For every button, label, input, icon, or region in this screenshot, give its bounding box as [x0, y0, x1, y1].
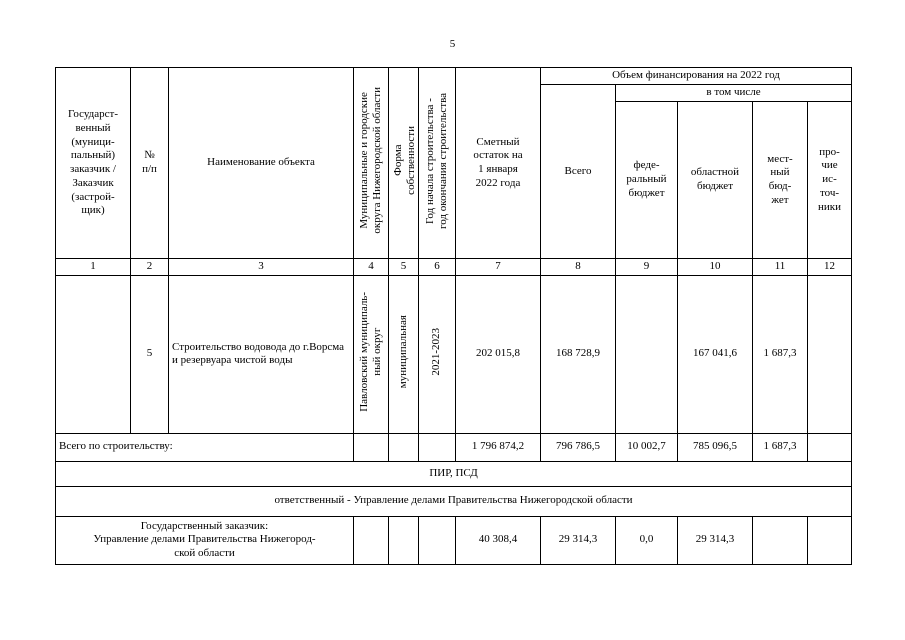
object-total: 168 728,9 [541, 275, 616, 433]
financing-table [55, 67, 852, 565]
total-label: Всего по строительству: [56, 433, 354, 461]
page-number: 5 [449, 38, 456, 50]
header-other: про- чие ис- точ- ники [808, 102, 852, 259]
object-federal [616, 275, 678, 433]
object-row [56, 275, 852, 433]
customer-estimate: 40 308,4 [456, 516, 541, 564]
header-including: в том числе [616, 85, 852, 102]
total-row [56, 433, 852, 461]
responsible-row: ответственный - Управление делами Правительства Нижегородской области [56, 486, 852, 516]
header-years: Год начала строительства - год окончания строительства [419, 68, 456, 259]
object-local: 1 687,3 [753, 275, 808, 433]
column-number: 3 [169, 259, 354, 276]
column-number: 6 [419, 259, 456, 276]
header-municipality: Муниципальные и городские округа Нижегородской области [354, 68, 389, 259]
customer-label: Государственный заказчик: Управление делами Правительства Нижегород- ской области [56, 516, 354, 564]
customer-row [56, 516, 852, 564]
object-other [808, 275, 852, 433]
column-number: 9 [616, 259, 678, 276]
object-name: Строительство водовода до г.Ворсма и резервуара чистой воды [169, 275, 354, 433]
header-estimate: Сметный остаток на 1 января 2022 года [456, 68, 541, 259]
customer-regional: 29 314,3 [678, 516, 753, 564]
header-local: мест- ный бюд- жет [753, 102, 808, 259]
column-number: 1 [56, 259, 131, 276]
header-federal: феде- ральный бюджет [616, 102, 678, 259]
object-years: 2021-2023 [419, 275, 456, 433]
object-customer [56, 275, 131, 433]
header-object-name: Наименование объекта [169, 68, 354, 259]
object-no: 5 [131, 275, 169, 433]
header-ownership: Форма собственности [389, 68, 419, 259]
header-regional: областной бюджет [678, 102, 753, 259]
column-numbers-row [56, 259, 852, 276]
customer-federal: 0,0 [616, 516, 678, 564]
object-ownership: муниципальная [389, 275, 419, 433]
column-number: 10 [678, 259, 753, 276]
total-regional: 785 096,5 [678, 433, 753, 461]
column-number: 4 [354, 259, 389, 276]
object-municipality: Павловский муниципаль- ный округ [354, 275, 389, 433]
header-customer: Государст- венный (муници- пальный) заказчик / Заказчик (застрой- щик) [56, 68, 131, 259]
total-total: 796 786,5 [541, 433, 616, 461]
column-number: 8 [541, 259, 616, 276]
column-number: 12 [808, 259, 852, 276]
section-title: ПИР, ПСД [56, 461, 852, 486]
header-row-no: № п/п [131, 68, 169, 259]
column-number: 11 [753, 259, 808, 276]
header-financing-group: Объем финансирования на 2022 год [541, 68, 852, 85]
customer-local [753, 516, 808, 564]
column-number: 7 [456, 259, 541, 276]
customer-other [808, 516, 852, 564]
total-local: 1 687,3 [753, 433, 808, 461]
column-number: 2 [131, 259, 169, 276]
total-federal: 10 002,7 [616, 433, 678, 461]
total-estimate: 1 796 874,2 [456, 433, 541, 461]
header-total: Всего [541, 85, 616, 259]
total-other [808, 433, 852, 461]
customer-total: 29 314,3 [541, 516, 616, 564]
object-estimate: 202 015,8 [456, 275, 541, 433]
column-number: 5 [389, 259, 419, 276]
object-regional: 167 041,6 [678, 275, 753, 433]
